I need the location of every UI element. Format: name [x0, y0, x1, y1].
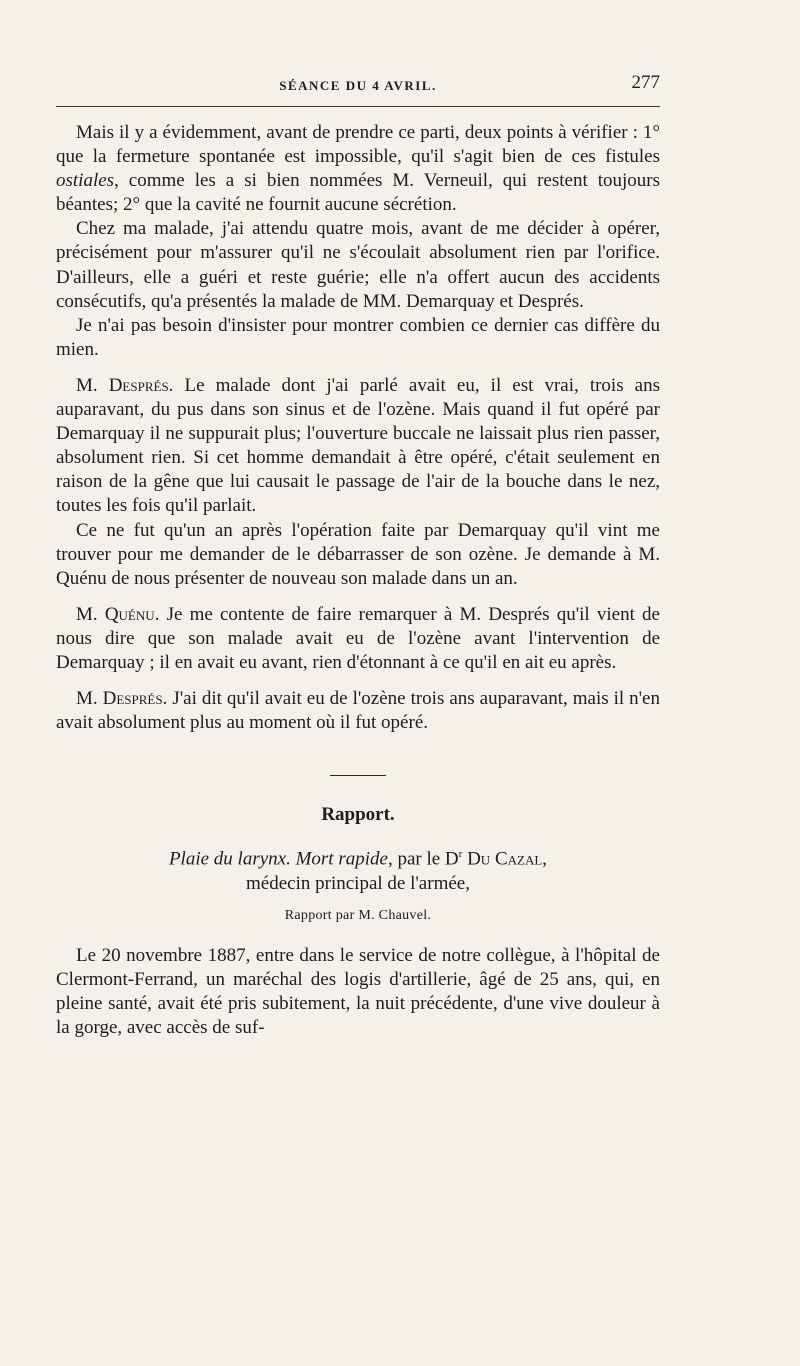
paragraph-quenu: M. Quénu. Je me contente de faire remarquer à M. Després qu'il vient de nous dire que son malade avait eu de l'ozène avant l'intervention de Demarquay ; il en avait eu avant, rien d'étonnant à ce qu'il en ait eu après.: [56, 603, 660, 673]
page-header: [56, 72, 660, 107]
running-head: SÉANCE DU 4 AVRIL.: [279, 78, 437, 93]
book-page: [56, 72, 660, 1040]
paragraph-5: Ce ne fut qu'un an après l'opération faite par Demarquay qu'il vint me trouver pour me demander de le débarrasser de son ozène. Je demande à M. Quénu de nous présenter de nouveau son malade dans un an.: [56, 519, 660, 589]
paragraph-despres-2: M. Després. J'ai dit qu'il avait eu de l'ozène trois ans auparavant, mais il n'en avait absolument plus au moment où il fut opéré.: [56, 688, 660, 734]
section-title: Rapport.: [321, 804, 395, 826]
speaker-name: M. Quénu.: [76, 603, 160, 625]
page-number: 277: [631, 72, 660, 93]
italic-term: ostiales: [56, 170, 115, 192]
paragraph-despres-1: M. Després. Le malade dont j'ai parlé avait eu, il est vrai, trois ans auparavant, du pus dans son sinus et de l'ozène. Mais quand il fut opéré par Demarquay il ne suppurait plus; l'ouverture buccale ne laissait plus rien passer, absolument rien. Si cet homme demandait à être opéré, c'était seulement en raison de la gêne que lui causait le passage de l'air de la bouche dans le nez, toutes les fois qu'il parlait.: [56, 374, 661, 517]
report-title-line2: médecin principal de l'armée,: [246, 872, 470, 894]
report-body: Le 20 novembre 1887, entre dans le service de notre collègue, à l'hôpital de Clermont-Ferrand, un maréchal des logis d'artillerie, âgé de 25 ans, qui, en pleine santé, avait été pris subitement, la nuit précédente, d'une vive douleur à la gorge, avec accès de suf-: [56, 944, 660, 1038]
section-divider: [330, 775, 386, 776]
speaker-name: M. Després.: [76, 374, 174, 396]
reporter-line: Rapport par M. Chauvel.: [284, 907, 432, 923]
paragraph-2: Chez ma malade, j'ai attendu quatre mois, avant de me décider à opérer, précisément pour m'assurer qu'il ne s'écoulait absolument rien par l'orifice. D'ailleurs, elle a guéri et reste guérie; elle n'a offert aucun des accidents consécutifs, qu'a présentés la malade de MM. Demarquay et Després.: [56, 218, 660, 312]
report-title: Plaie du larynx. Mort rapide, par le $D^r$ Du Cazal,: [168, 848, 548, 870]
paragraph-1: Mais il y a évidemment, avant de prendre ce parti, deux points à vérifier : 1° que la fermeture spontanée est impossible, qu'il s'agit bien de ces fistules ostiales, comme les a si bien nommées M. Verneuil, qui restent toujours béantes; 2° que la cavité ne fournit aucune sécrétion.: [56, 122, 660, 216]
speaker-name: M. Després.: [76, 688, 168, 710]
paragraph-3: Je n'ai pas besoin d'insister pour montrer combien ce dernier cas diffère du mien.: [56, 314, 660, 360]
